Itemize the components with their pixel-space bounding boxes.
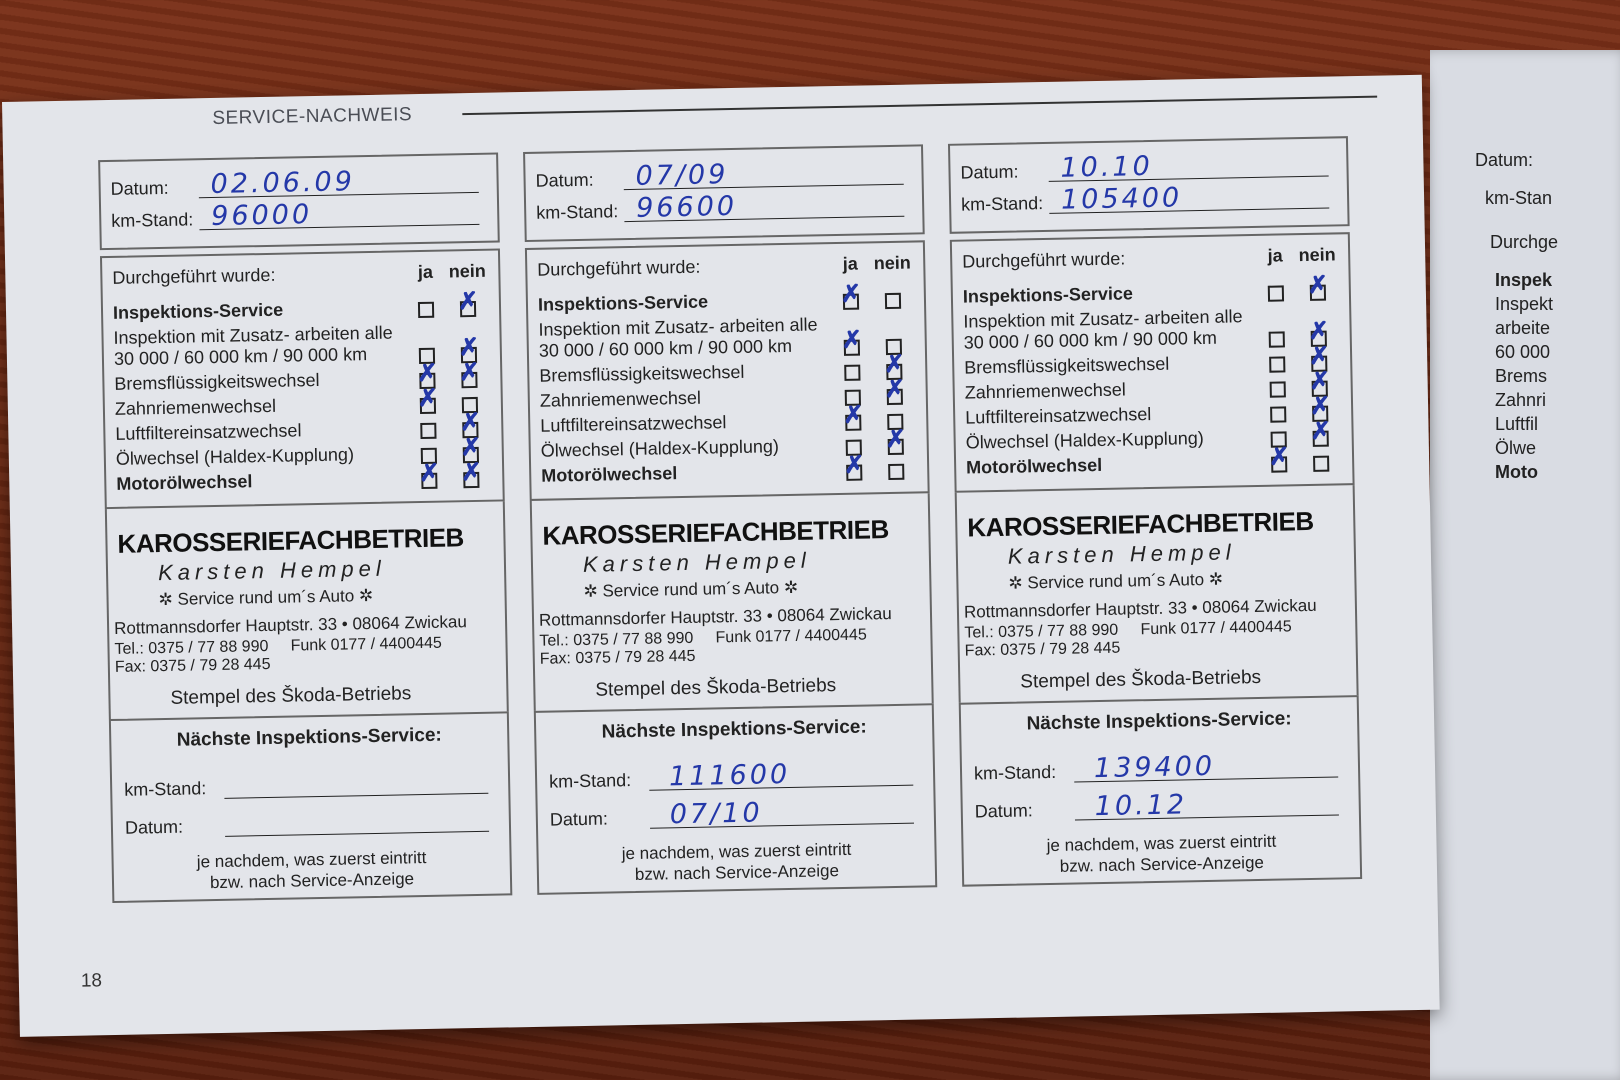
workshop-stamp — [105, 501, 509, 719]
date-km-box — [98, 152, 500, 250]
km-field[interactable] — [536, 189, 913, 228]
check-row — [541, 458, 917, 486]
right-item: Moto — [1495, 462, 1538, 482]
nein-checkbox[interactable] — [888, 439, 904, 455]
right-item: Brems — [1495, 366, 1548, 386]
km-field[interactable] — [111, 197, 488, 236]
note-line-2: bzw. nach Service-Anzeige — [209, 869, 415, 893]
header-rule — [462, 96, 1377, 116]
nein-checkbox[interactable] — [888, 464, 904, 480]
check-label: Inspektion mit Zusatz- arbeiten alle 30 000 / 60 000 km / 90 000 km — [113, 322, 393, 369]
next-service-box — [534, 703, 937, 895]
service-entry — [523, 144, 937, 895]
durchgefuehrt-label: Durchgeführt wurde: — [537, 256, 701, 280]
ja-checkbox[interactable] — [845, 415, 861, 431]
ja-checkbox[interactable] — [1268, 285, 1284, 301]
stamp-funk-text: Funk 0177 / 4400445 — [1140, 618, 1292, 639]
next-service-box — [959, 695, 1362, 887]
nein-checkbox[interactable] — [463, 472, 479, 488]
check-row — [964, 350, 1340, 378]
checklist-box — [950, 232, 1355, 493]
ja-header: ja — [1267, 245, 1283, 266]
service-entry — [98, 152, 512, 903]
check-label: Ölwechsel (Haldex-Kupplung) — [540, 436, 780, 461]
km-field[interactable] — [961, 180, 1338, 219]
durchgefuehrt-label: Durchgeführt wurde: — [112, 264, 276, 288]
check-label: Motorölwechsel — [116, 471, 253, 494]
check-label: Bremsflüssigkeitswechsel — [114, 369, 320, 394]
check-row — [965, 400, 1341, 428]
next-datum-label: Datum: — [549, 808, 609, 830]
right-item: Luftfil — [1495, 414, 1539, 434]
next-datum-field[interactable] — [549, 789, 922, 834]
check-label: Motorölwechsel — [541, 463, 678, 486]
stamp-address: Rottmannsdorfer Hauptstr. 33 • 08064 Zwickau — [538, 604, 892, 630]
check-label: Ölwechsel (Haldex-Kupplung) — [115, 444, 355, 469]
check-label: Ölwechsel (Haldex-Kupplung) — [965, 427, 1204, 453]
check-label: Motorölwechsel — [966, 454, 1103, 478]
note-line-1: je nachdem, was zuerst eintritt — [621, 839, 852, 864]
right-item: Zahnri — [1495, 390, 1547, 410]
right-item: 60 000 — [1495, 342, 1551, 362]
datum-label: Datum: — [110, 177, 169, 199]
right-datum: Datum: — [1475, 150, 1534, 170]
ja-checkbox[interactable] — [1270, 406, 1286, 422]
note-line-2: bzw. nach Service-Anzeige — [1059, 852, 1265, 876]
check-row — [115, 417, 491, 445]
stamp-name: KAROSSERIEFACHBETRIEB — [542, 514, 889, 551]
nein-checkbox[interactable] — [1313, 456, 1329, 472]
check-row — [115, 392, 491, 420]
datum-label: Datum: — [960, 161, 1019, 183]
stamp-funk-text: Funk 0177 / 4400445 — [715, 626, 867, 647]
check-row — [963, 304, 1340, 353]
stamp-person: Karsten Hempel — [1007, 539, 1236, 569]
stamp-tagline: ✲ Service rund um´s Auto ✲ — [583, 577, 799, 601]
check-row — [538, 313, 915, 362]
nein-checkbox[interactable] — [1310, 285, 1326, 301]
check-label: Luftfiltereinsatzwechsel — [965, 403, 1152, 428]
next-km-label: km-Stand: — [973, 761, 1057, 784]
stamp-address: Rottmannsdorfer Hauptstr. 33 • 08064 Zwickau — [963, 595, 1317, 622]
checklist-header — [962, 244, 1338, 272]
workshop-stamp — [955, 485, 1359, 703]
checklist-header — [112, 261, 488, 289]
km-label: km-Stand: — [960, 193, 1044, 215]
stamp-fax: Fax: 0375 / 79 28 445 — [964, 639, 1121, 660]
stamp-fax: Fax: 0375 / 79 28 445 — [114, 655, 271, 676]
next-service-title: Nächste Inspektions-Service: — [601, 716, 867, 743]
stamp-caption: Stempel des Škoda-Betriebs — [595, 675, 837, 701]
next-km-label: km-Stand: — [548, 770, 632, 792]
check-label: Inspektions-Service — [962, 283, 1134, 307]
check-label: Bremsflüssigkeitswechsel — [539, 361, 745, 386]
handwritten-km: 96600 — [635, 190, 738, 224]
service-note — [975, 829, 1348, 878]
checklist-header — [537, 253, 913, 281]
workshop-stamp — [530, 493, 934, 711]
nein-header: nein — [1298, 244, 1336, 266]
km-label: km-Stand: — [536, 201, 619, 223]
next-service-title: Nächste Inspektions-Service: — [1026, 708, 1292, 735]
check-label: Inspektions-Service — [537, 291, 709, 315]
check-label: Luftfiltereinsatzwechsel — [540, 412, 727, 436]
check-label: Inspektion mit Zusatz- arbeiten alle 30 000 / 60 000 km / 90 000 km — [538, 314, 818, 361]
durchgefuehrt-label: Durchgeführt wurde: — [962, 248, 1126, 272]
ja-header: ja — [842, 253, 858, 274]
nein-header: nein — [448, 260, 487, 282]
stamp-tel — [114, 635, 442, 659]
stamp-fax: Fax: 0375 / 79 28 445 — [539, 647, 696, 668]
handwritten-datum: 10.10 — [1060, 150, 1154, 184]
stamp-caption: Stempel des Škoda-Betriebs — [1020, 666, 1262, 693]
next-km-label: km-Stand: — [124, 778, 207, 800]
stamp-funk-text: Funk 0177 / 4400445 — [290, 634, 443, 655]
next-datum-field[interactable] — [125, 798, 498, 843]
page-number: 18 — [80, 970, 103, 992]
check-label: Bremsflüssigkeitswechsel — [964, 353, 1170, 378]
handwritten-next-datum: 10.12 — [1094, 789, 1188, 823]
stamp-name: KAROSSERIEFACHBETRIEB — [967, 505, 1314, 543]
datum-label: Datum: — [535, 169, 594, 191]
check-label: Inspektions-Service — [112, 299, 284, 323]
check-row — [539, 359, 915, 387]
stamp-person: Karsten Hempel — [582, 547, 811, 577]
check-label: Zahnriemenwechsel — [114, 395, 277, 419]
date-km-box — [948, 136, 1350, 234]
handwritten-km: 96000 — [210, 199, 313, 233]
nein-checkbox[interactable] — [1313, 431, 1329, 447]
ja-checkbox[interactable] — [420, 398, 436, 414]
next-datum-line — [225, 831, 489, 837]
right-durchg: Durchge — [1490, 232, 1559, 252]
service-note — [125, 846, 498, 895]
stamp-address: Rottmannsdorfer Hauptstr. 33 • 08064 Zwickau — [113, 612, 467, 638]
checklist-box — [100, 248, 505, 509]
nein-checkbox[interactable] — [461, 372, 477, 388]
stamp-tagline: ✲ Service rund um´s Auto ✲ — [1008, 569, 1224, 593]
right-item: arbeite — [1495, 318, 1551, 338]
ja-checkbox[interactable] — [1271, 456, 1287, 472]
stamp-name: KAROSSERIEFACHBETRIEB — [117, 522, 465, 559]
check-row — [965, 375, 1341, 403]
next-datum-field[interactable] — [974, 781, 1347, 826]
handwritten-next-datum: 07/10 — [669, 797, 763, 831]
check-label: Zahnriemenwechsel — [964, 379, 1126, 403]
handwritten-next-km: 111600 — [668, 758, 791, 793]
check-row — [116, 467, 492, 495]
ja-checkbox[interactable] — [420, 423, 436, 439]
service-entry — [948, 136, 1362, 887]
next-datum-label: Datum: — [124, 816, 184, 838]
booklet-page — [2, 75, 1440, 1037]
km-label: km-Stand: — [111, 209, 194, 231]
handwritten-next-km: 139400 — [1093, 750, 1216, 785]
stamp-tel — [964, 618, 1292, 642]
right-items — [1495, 268, 1553, 484]
nein-checkbox[interactable] — [885, 293, 901, 309]
check-label: Inspektion mit Zusatz- arbeiten alle 30 000 / 60 000 km / 90 000 km — [963, 306, 1243, 353]
next-service-box — [109, 711, 512, 903]
checklist-box — [525, 240, 930, 501]
right-item: Ölwe — [1495, 438, 1537, 458]
nein-checkbox[interactable] — [460, 301, 476, 317]
right-item: Inspekt — [1495, 294, 1554, 314]
ja-header: ja — [417, 261, 434, 283]
handwritten-datum: 07/09 — [635, 159, 729, 192]
check-row — [966, 450, 1342, 478]
check-label: Luftfiltereinsatzwechsel — [115, 420, 302, 444]
ja-checkbox[interactable] — [1269, 331, 1285, 347]
handwritten-datum: 02.06.09 — [210, 166, 356, 201]
stamp-caption: Stempel des Škoda-Betriebs — [170, 683, 412, 709]
note-line-2: bzw. nach Service-Anzeige — [634, 861, 840, 884]
stamp-tel-text: Tel.: 0375 / 77 88 990 — [964, 621, 1119, 642]
check-row — [113, 296, 489, 324]
note-line-1: je nachdem, was zuerst eintritt — [1046, 831, 1277, 856]
handwritten-km: 105400 — [1060, 182, 1183, 216]
stamp-tagline: ✲ Service rund um´s Auto ✲ — [158, 585, 374, 610]
page-title: SERVICE-NACHWEIS — [212, 104, 413, 129]
note-line-1: je nachdem, was zuerst eintritt — [196, 847, 427, 872]
check-row — [963, 279, 1339, 307]
service-note — [550, 837, 923, 886]
ja-checkbox[interactable] — [843, 294, 859, 310]
ja-checkbox[interactable] — [418, 302, 434, 318]
date-km-box — [523, 144, 925, 242]
stamp-tel-text: Tel.: 0375 / 77 88 990 — [539, 629, 694, 650]
stamp-tel — [539, 626, 867, 650]
stamp-tel-text: Tel.: 0375 / 77 88 990 — [114, 637, 269, 658]
next-datum-label: Datum: — [974, 800, 1034, 822]
right-page — [1430, 50, 1620, 1080]
ja-checkbox[interactable] — [1269, 356, 1285, 372]
check-label: Zahnriemenwechsel — [539, 387, 702, 411]
ja-checkbox[interactable] — [844, 365, 860, 381]
check-row — [540, 409, 916, 437]
next-service-title: Nächste Inspektions-Service: — [176, 724, 442, 751]
right-item: Inspek — [1495, 270, 1553, 290]
check-row — [538, 288, 914, 316]
ja-checkbox[interactable] — [1270, 381, 1286, 397]
nein-checkbox[interactable] — [887, 389, 903, 405]
nein-header: nein — [873, 252, 911, 274]
right-km: km-Stan — [1485, 188, 1553, 208]
ja-checkbox[interactable] — [421, 473, 437, 489]
ja-checkbox[interactable] — [846, 465, 862, 481]
stamp-person: Karsten Hempel — [157, 555, 387, 586]
ja-checkbox[interactable] — [844, 340, 860, 356]
